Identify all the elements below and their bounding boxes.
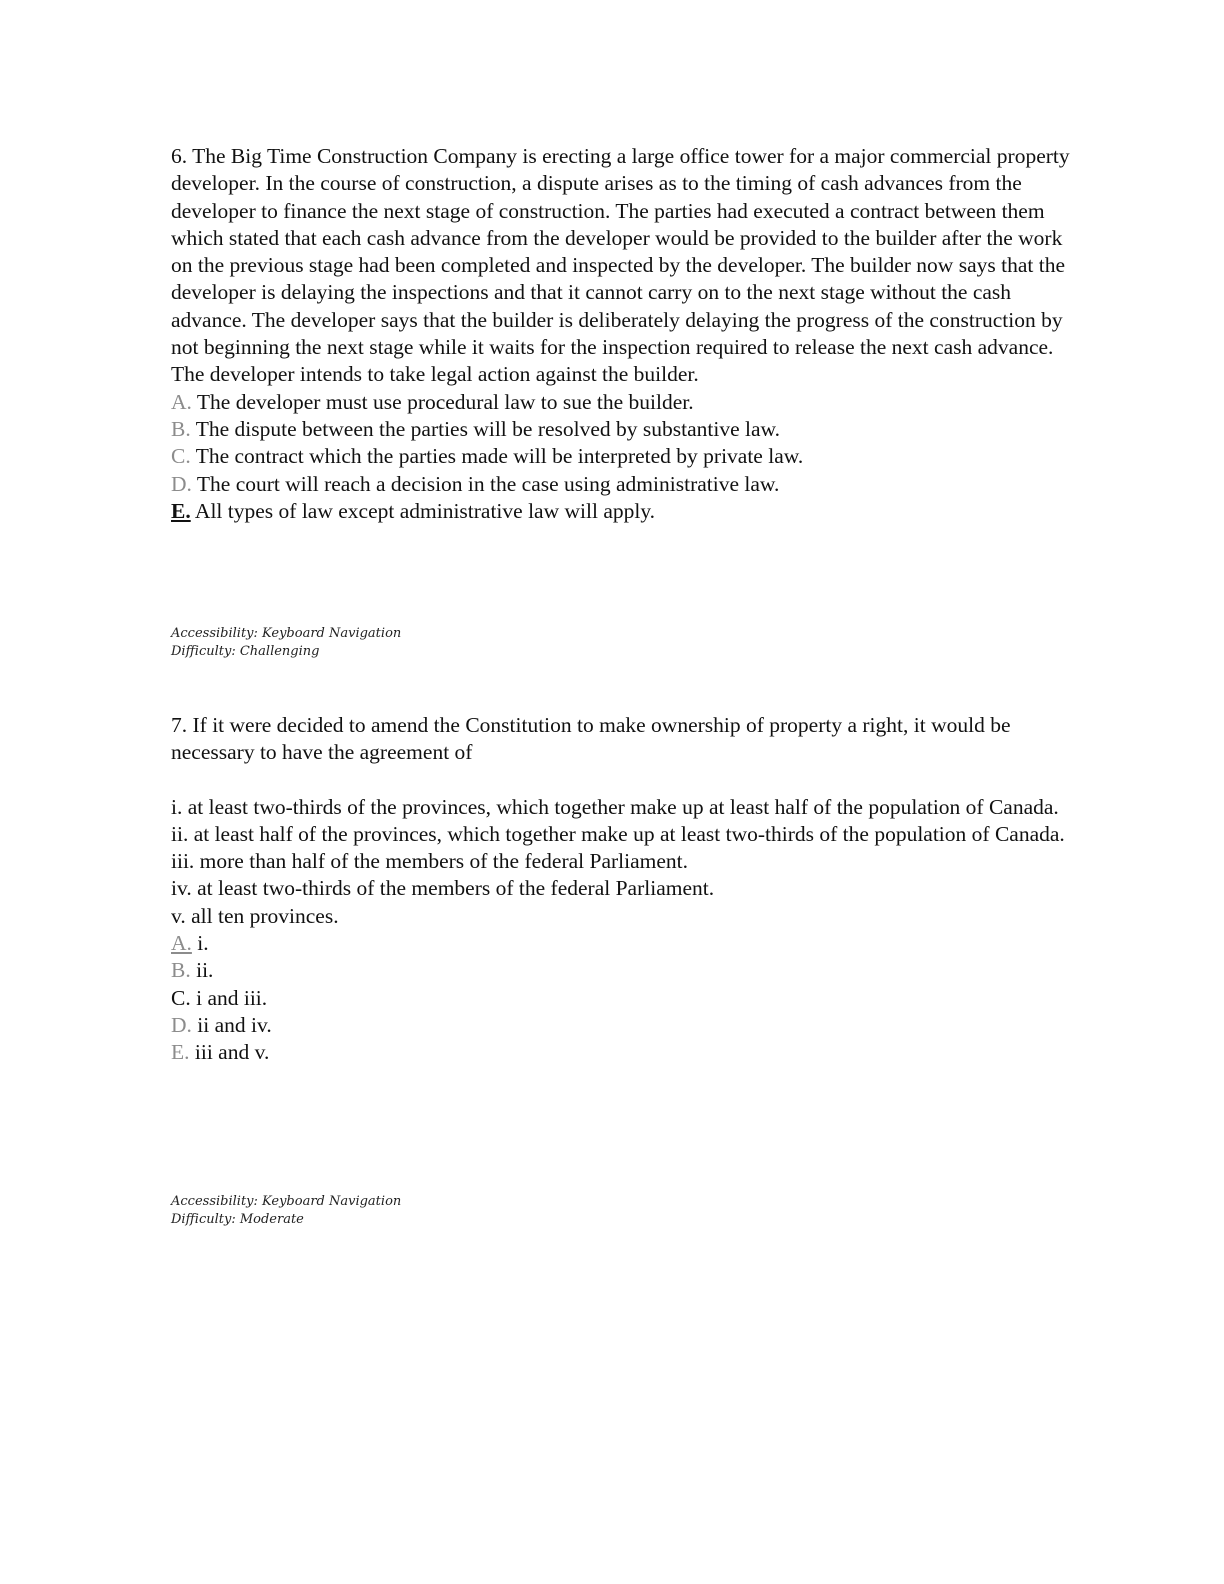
option-text: All types of law except administrative law will apply. [194, 498, 656, 523]
option-letter: A. [171, 931, 192, 956]
question-6-metadata [171, 625, 401, 661]
accessibility-note: Accessibility: Keyboard Navigation [171, 1194, 402, 1209]
answer-options [171, 389, 1081, 525]
answer-option-a [171, 930, 1081, 957]
option-letter: D. [171, 471, 192, 496]
statement-ii: ii. at least half of the provinces, which together make up at least two-thirds of the population of Canada. [171, 821, 1065, 846]
spacer [171, 767, 1081, 794]
option-text: iii and v. [194, 1040, 270, 1065]
difficulty-note: Difficulty: Challenging [171, 644, 320, 659]
answer-option-a [171, 389, 1081, 416]
statement-iv: iv. at least two-thirds of the members of the federal Parliament. [171, 876, 715, 901]
option-letter: C. [171, 985, 191, 1010]
answer-option-d [171, 471, 1081, 498]
answer-option-d [171, 1012, 1081, 1039]
question-7-metadata [171, 1193, 401, 1229]
statement-list [171, 794, 1081, 930]
answer-option-e [171, 1039, 1081, 1066]
option-text: ii and iv. [197, 1012, 272, 1037]
question-number: 6. [171, 144, 188, 168]
option-letter: B. [171, 958, 191, 983]
question-stem [171, 143, 1081, 389]
answer-option-c [171, 985, 1081, 1012]
question-6 [171, 143, 1081, 525]
answer-option-c [171, 443, 1081, 470]
answer-options [171, 930, 1081, 1066]
option-text: The contract which the parties made will be interpreted by private law. [195, 444, 804, 469]
answer-option-e-correct [171, 498, 1081, 525]
statement-iii: iii. more than half of the members of the federal Parliament. [171, 849, 689, 874]
option-letter: A. [171, 389, 192, 414]
option-letter: E. [171, 1040, 190, 1065]
option-text: The developer must use procedural law to sue the builder. [196, 389, 694, 414]
answer-option-b [171, 416, 1081, 443]
option-text: i and iii. [196, 985, 268, 1010]
question-text: If it were decided to amend the Constitution to make ownership of property a right, it would be necessary to have the agreement of [171, 713, 1011, 765]
accessibility-note: Accessibility: Keyboard Navigation [171, 626, 402, 641]
option-text: i. [197, 931, 209, 956]
answer-option-b [171, 957, 1081, 984]
option-text: ii. [196, 958, 214, 983]
option-text: The dispute between the parties will be resolved by substantive law. [195, 416, 781, 441]
option-letter: E. [171, 498, 191, 523]
option-letter: D. [171, 1012, 192, 1037]
question-text: The Big Time Construction Company is erecting a large office tower for a major commercial property developer. In the course of construction, a dispute arises as to the timing of cash advances from the developer to finance the next stage of construction. The parties had executed a contract between them which stated that each cash advance from the developer would be provided to the builder after the work on the previous stage had been completed and inspected by the developer. The builder now says that the developer is delaying the inspections and that it cannot carry on to the next stage without the cash advance. The developer says that the builder is deliberately delaying the progress of the construction by not beginning the next stage while it waits for the inspection required to release the next cash advance. The developer intends to take legal action against the builder. [171, 144, 1070, 387]
statement-i: i. at least two-thirds of the provinces, which together make up at least half of the population of Canada. [171, 794, 1059, 819]
option-letter: C. [171, 444, 191, 469]
question-7 [171, 712, 1081, 1067]
difficulty-note: Difficulty: Moderate [171, 1212, 304, 1227]
option-text: The court will reach a decision in the case using administrative law. [196, 471, 780, 496]
question-stem [171, 712, 1081, 767]
question-number: 7. [171, 713, 188, 737]
statement-v: v. all ten provinces. [171, 903, 339, 928]
option-letter: B. [171, 416, 191, 441]
